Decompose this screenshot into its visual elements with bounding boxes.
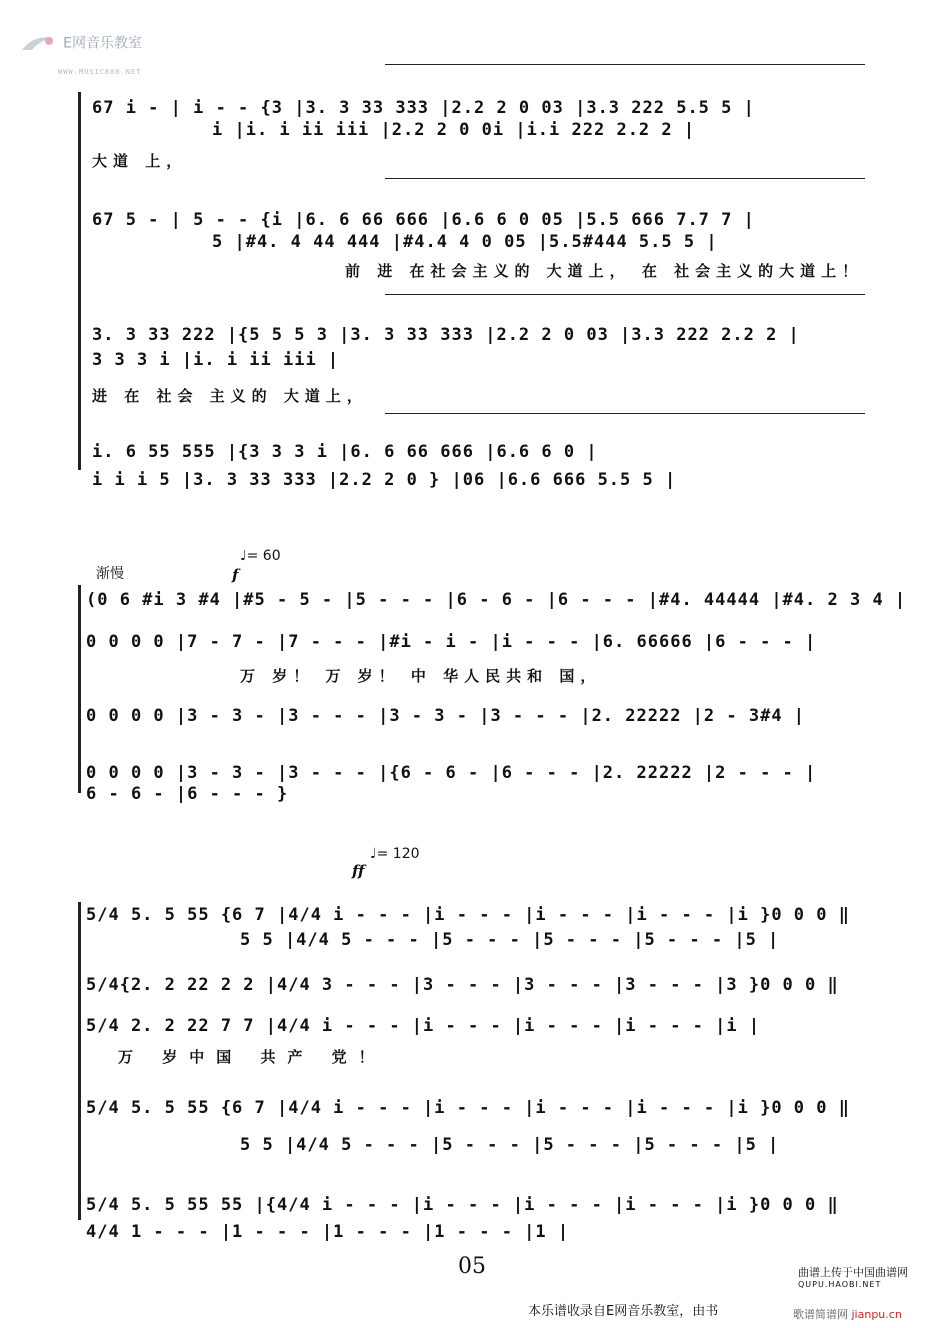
notation-row: 6 - 6 - |6 - - - } xyxy=(86,784,289,804)
dynamic-marking: f xyxy=(232,566,239,584)
tempo-indication: ♩= 120 xyxy=(370,846,420,862)
tempo-indication: ♩= 60 xyxy=(240,548,281,564)
notation-row: i |i. i ii iii |2.2 2 0 0i |i.i 222 2.2 2 | xyxy=(212,120,696,140)
footer-site xyxy=(793,1306,902,1322)
notation-row: 0 0 0 0 |3 - 3 - |3 - - - |3 - 3 - |3 - - - |2. 22222 |2 - 3#4 | xyxy=(86,706,806,726)
notation-row: 5/4 5. 5 55 {6 7 |4/4 i - - - |i - - - |i - - - |i - - - |i }0 0 0 ‖ xyxy=(86,1098,850,1118)
footer-source: 本乐谱收录自E网音乐教室，由书 xyxy=(528,1304,719,1319)
page-number: 05 xyxy=(458,1254,486,1279)
notation-row: 3. 3 33 222 |{5 5 5 3 |3. 3 33 333 |2.2 2 0 03 |3.3 222 2.2 2 | xyxy=(92,325,800,345)
lyric-line: 万 岁中国 共产 党！ xyxy=(118,1048,386,1066)
footer-upload-note xyxy=(798,1264,908,1289)
notation-row: 5/4{2. 2 22 2 2 |4/4 3 - - - |3 - - - |3 - - - |3 - - - |3 }0 0 0 ‖ xyxy=(86,975,839,995)
notation-row: 5/4 5. 5 55 55 |{4/4 i - - - |i - - - |i - - - |i - - - |i }0 0 0 ‖ xyxy=(86,1195,839,1215)
notation-row: 4/4 1 - - - |1 - - - |1 - - - |1 - - - |1 | xyxy=(86,1222,570,1242)
crescendo-line xyxy=(385,64,865,65)
footer-upload-text: 曲谱上传于中国曲谱网 xyxy=(798,1266,908,1279)
lyric-line: 前 进 在社会主义的 大道上， 在 社会主义的大道上！ xyxy=(345,262,864,280)
footer-upload-url: QUPU.HAOBI.NET xyxy=(798,1280,882,1289)
footer-site-url[interactable]: jianpu.cn xyxy=(851,1308,902,1321)
notation-row: 5 5 |4/4 5 - - - |5 - - - |5 - - - |5 - - - |5 | xyxy=(240,930,780,950)
notation-row: 5 5 |4/4 5 - - - |5 - - - |5 - - - |5 - - - |5 | xyxy=(240,1135,780,1155)
notation-row: i. 6 55 555 |{3 3 3 i |6. 6 66 666 |6.6 6 0 | xyxy=(92,442,598,462)
notation-row: 5/4 2. 2 22 7 7 |4/4 i - - - |i - - - |i - - - |i - - - |i | xyxy=(86,1016,761,1036)
notation-row: 67 i - | i - - {3 |3. 3 33 333 |2.2 2 0 03 |3.3 222 5.5 5 | xyxy=(92,98,755,118)
tempo-marking: 渐慢 xyxy=(96,566,124,582)
dynamic-marking: ff xyxy=(352,862,365,880)
system-bar xyxy=(78,585,81,793)
crescendo-line xyxy=(385,413,865,414)
notation-row: (0 6 #i 3 #4 |#5 - 5 - |5 - - - |6 - 6 - |6 - - - |#4. 44444 |#4. 2 3 4 | xyxy=(86,590,907,610)
crescendo-line xyxy=(385,178,865,179)
notation-row: 0 0 0 0 |7 - 7 - |7 - - - |#i - i - |i - - - |6. 66666 |6 - - - | xyxy=(86,632,817,652)
notation-row: 3 3 3 i |i. i ii iii | xyxy=(92,350,340,370)
notation-row: 67 5 - | 5 - - {i |6. 6 66 666 |6.6 6 0 05 |5.5 666 7.7 7 | xyxy=(92,210,755,230)
notation-row: 5/4 5. 5 55 {6 7 |4/4 i - - - |i - - - |i - - - |i - - - |i }0 0 0 ‖ xyxy=(86,905,850,925)
lyric-line: 万 岁！ 万 岁！ 中 华人民共和 国， xyxy=(240,667,602,685)
footer-site-name: 歌谱简谱网 xyxy=(793,1308,848,1321)
system-bar xyxy=(78,902,81,1220)
system-bar xyxy=(78,92,81,470)
notation-row: 0 0 0 0 |3 - 3 - |3 - - - |{6 - 6 - |6 - - - |2. 22222 |2 - - - | xyxy=(86,763,817,783)
watermark-url: WWW.MUSIC888.NET xyxy=(58,68,142,76)
logo-swirl-icon xyxy=(20,32,58,54)
notation-row: 5 |#4. 4 44 444 |#4.4 4 0 05 |5.5#444 5.5 5 | xyxy=(212,232,718,252)
lyric-line: 大道 上， xyxy=(92,152,188,170)
watermark-logo xyxy=(20,32,142,54)
watermark-brand: E网音乐教室 xyxy=(63,35,142,52)
crescendo-line xyxy=(385,294,865,295)
lyric-line: 进 在 社会 主义的 大道上， xyxy=(92,387,368,405)
notation-row: i i i 5 |3. 3 33 333 |2.2 2 0 } |06 |6.6 666 5.5 5 | xyxy=(92,470,677,490)
